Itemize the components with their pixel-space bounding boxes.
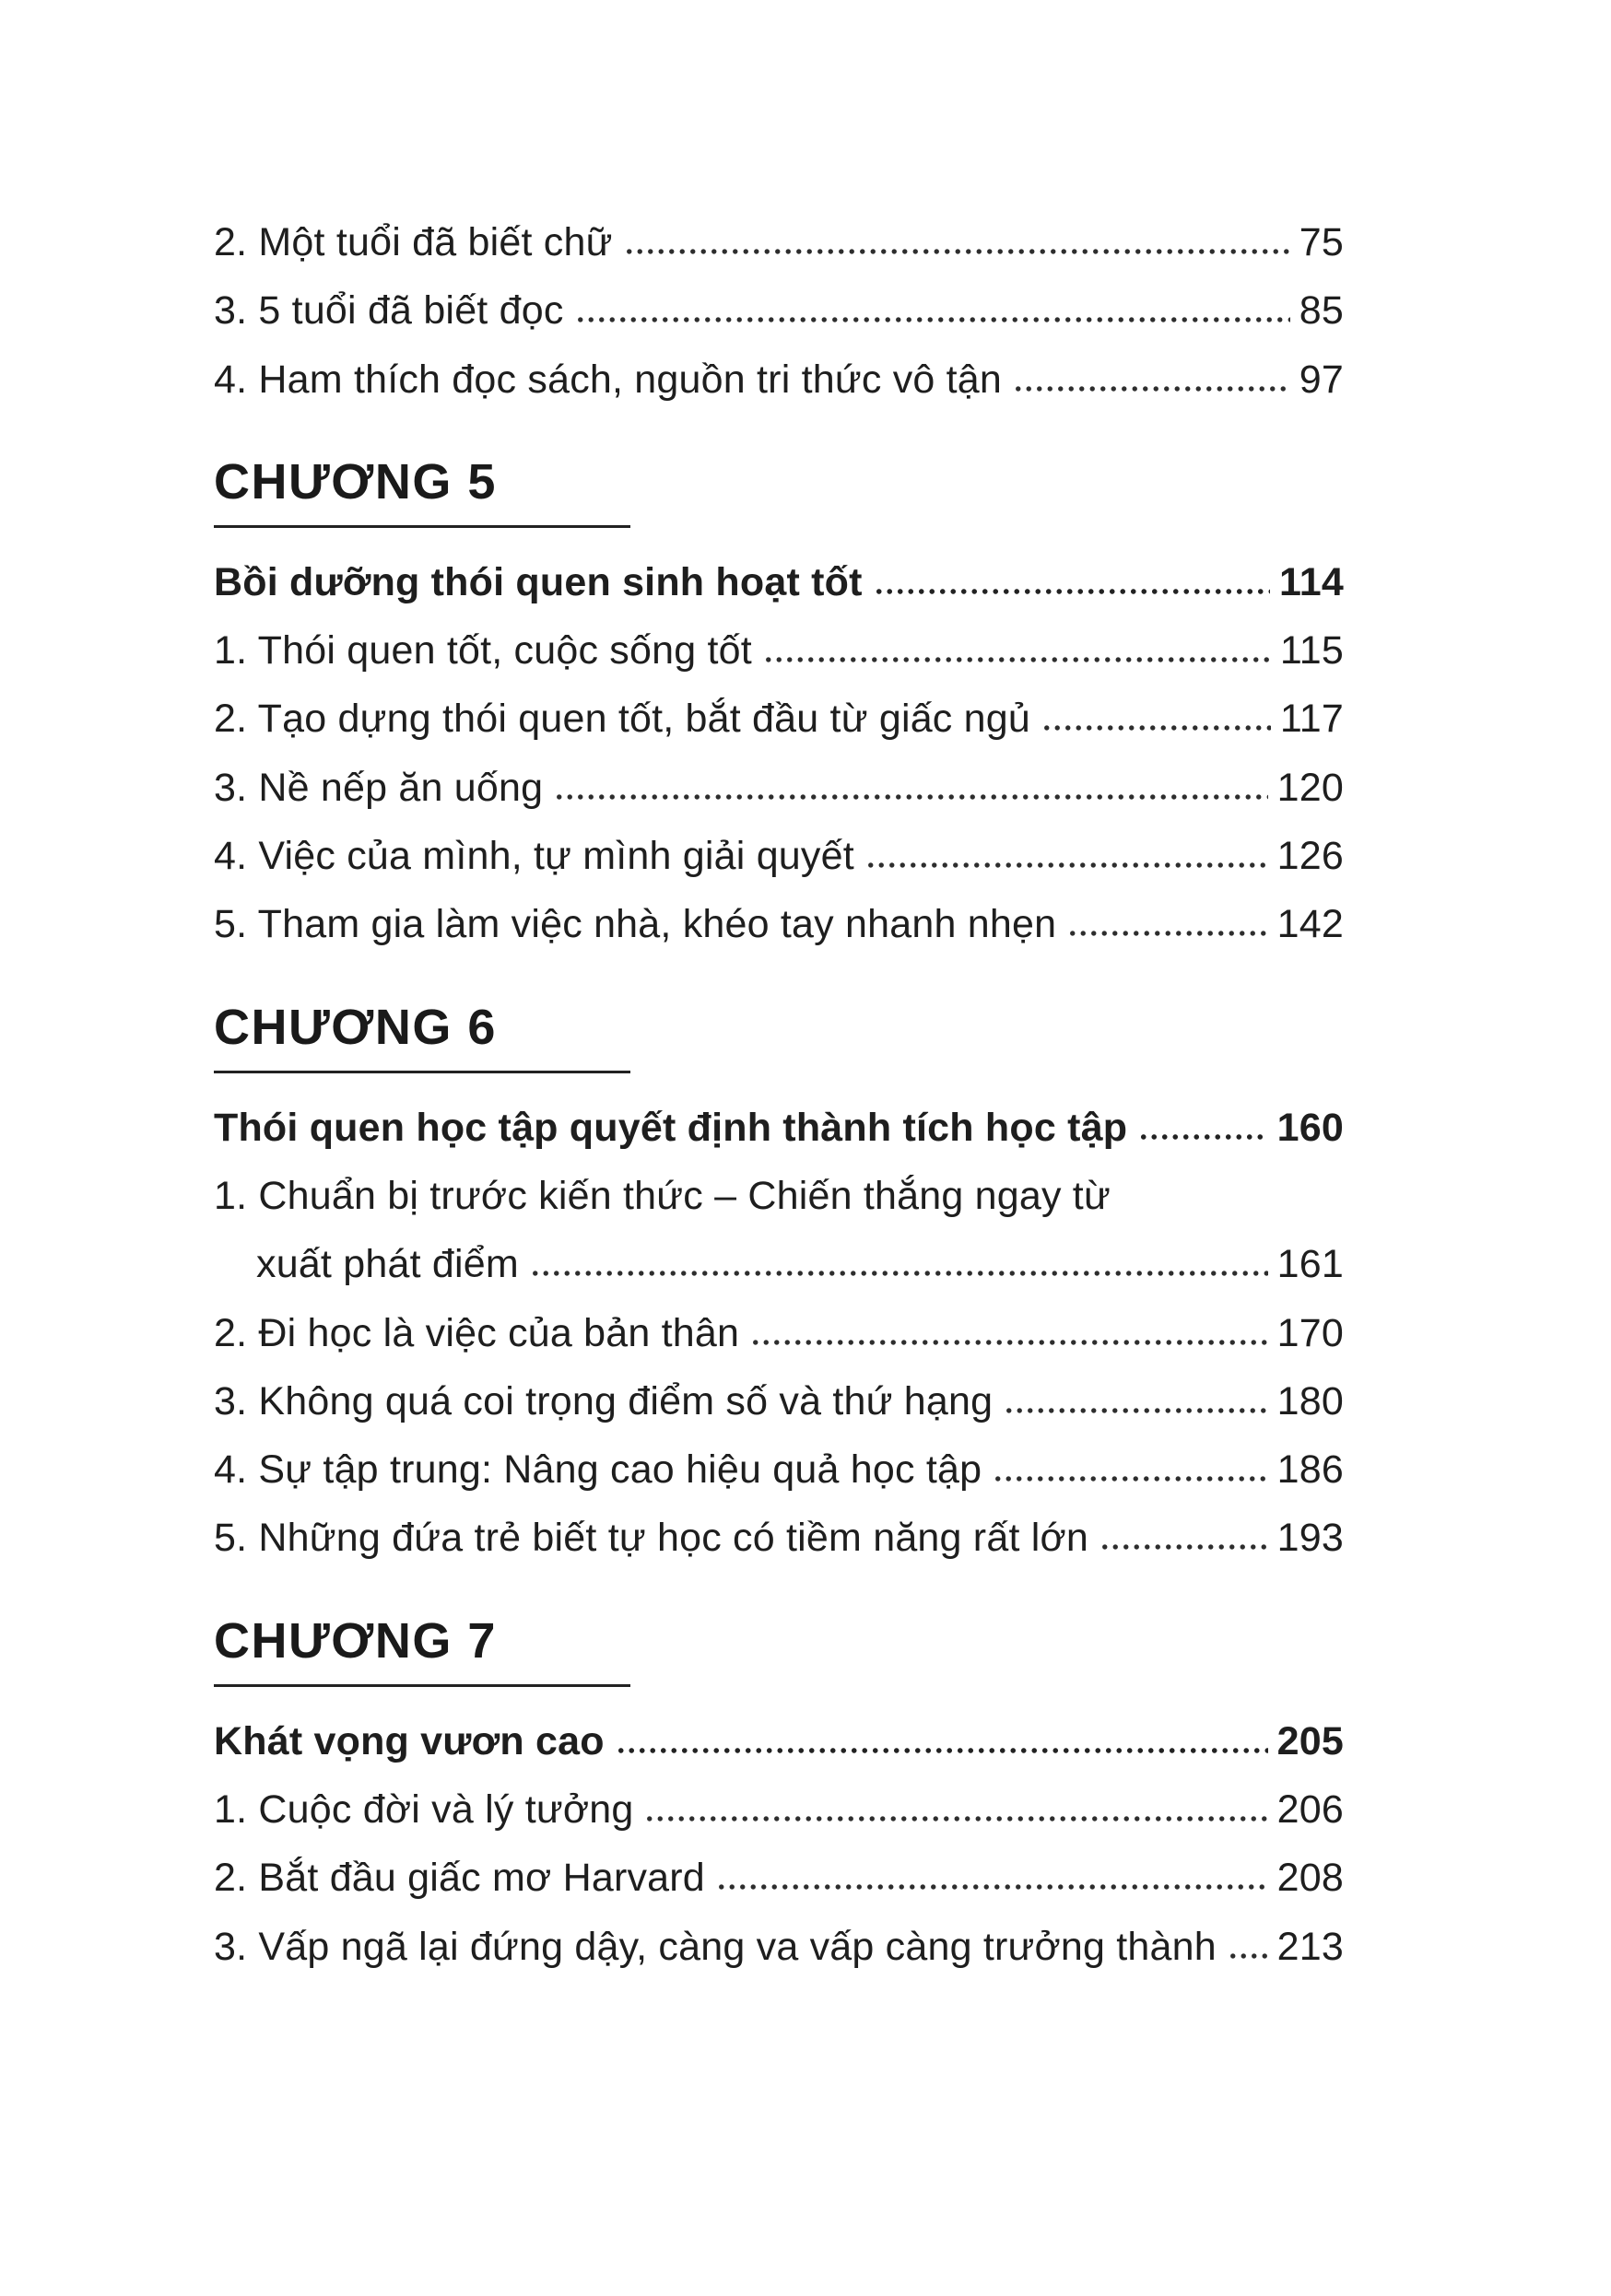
toc-entry [214,1857,1344,1900]
chapter-heading: CHƯƠNG 5 [214,453,630,528]
toc-entry [214,1380,1344,1423]
toc-entry-text: 5. Tham gia làm việc nhà, khéo tay nhanh nhẹn [214,902,1057,947]
dot-leader [1013,385,1290,392]
toc-entry-page: 120 [1276,765,1344,810]
toc-entry [214,1926,1344,1969]
toc-entry-page: 117 [1279,697,1344,742]
chapter-title-row [214,1107,1344,1150]
dot-leader [1228,1952,1268,1960]
toc-entry-text: 1. Chuẩn bị trước kiến thức – Chiến thắng ngay từ [214,1173,1111,1218]
toc-entry-page: 206 [1276,1787,1344,1833]
toc-entry [214,767,1344,810]
toc-entry [214,289,1344,333]
chapter-heading: CHƯƠNG 7 [214,1612,630,1687]
dot-leader [750,1339,1268,1346]
dot-leader [530,1270,1268,1277]
toc-entry-text: 5. Những đứa trẻ biết tự học có tiềm năng rất lớn [214,1516,1088,1561]
toc-entry-text: 2. Một tuổi đã biết chữ [214,220,613,264]
chapter-heading: CHƯƠNG 6 [214,999,630,1073]
chapter-title-row [214,561,1344,604]
dot-leader [716,1883,1268,1891]
toc-entry [214,1517,1344,1560]
toc-entry [214,835,1344,878]
chapter-title-text: Khát vọng vươn cao [214,1718,605,1763]
toc-entry [214,1788,1344,1832]
toc-entry-continuation [214,1243,1344,1286]
toc-entry-page: 161 [1276,1242,1344,1287]
toc-entry-text: 4. Sự tập trung: Nâng cao hiệu quả học tập [214,1447,982,1493]
toc-entry [214,1175,1344,1287]
dot-leader [865,861,1268,869]
toc-entry-page: 142 [1276,902,1344,947]
dot-leader [763,656,1271,663]
dot-leader [554,793,1267,801]
toc-section [214,1612,1344,1969]
toc-entry-page: 75 [1299,220,1344,264]
dot-leader [1067,930,1267,937]
toc-entry [214,358,1344,402]
chapter-title-text: Thói quen học tập quyết định thành tích học tập [214,1105,1128,1150]
chapter-title-page: 205 [1276,1718,1344,1763]
toc-entry-text: xuất phát điểm [256,1242,519,1287]
toc-entry-page: 180 [1276,1378,1344,1423]
toc-entry-text: 2. Đi học là việc của bản thân [214,1310,740,1355]
toc-entry-page: 85 [1299,288,1344,334]
toc-entry-page: 97 [1299,357,1344,402]
chapter-title-page: 160 [1276,1105,1344,1150]
toc-entry-text: 3. Vấp ngã lại đứng dậy, càng va vấp càng trưởng thành [214,1924,1217,1969]
toc-entry-text: 3. 5 tuổi đã biết đọc [214,288,564,334]
toc-section [214,221,1344,402]
toc-entry-text: 1. Thói quen tốt, cuộc sống tốt [214,628,752,674]
toc-section [214,453,1344,947]
toc-entry [214,1448,1344,1492]
toc-entry-text: 3. Nề nếp ăn uống [214,765,544,810]
toc-section [214,999,1344,1561]
dot-leader [624,248,1290,255]
toc-entry [214,221,1344,264]
toc-entry-text: 2. Bắt đầu giấc mơ Harvard [214,1856,705,1901]
toc-entry-page: 193 [1276,1516,1344,1561]
dot-leader [1099,1543,1268,1551]
dot-leader [1004,1407,1267,1414]
toc-entry-text: 2. Tạo dựng thói quen tốt, bắt đầu từ giấc ngủ [214,697,1030,742]
dot-leader [644,1815,1267,1822]
dot-leader [874,588,1270,595]
dot-leader [575,316,1290,323]
toc-entry-page: 115 [1279,628,1344,674]
toc-entry-page: 186 [1276,1447,1344,1493]
dot-leader [1138,1133,1267,1141]
toc-entry [214,1312,1344,1355]
toc-entry-page: 213 [1276,1924,1344,1969]
toc-entry-text: 4. Ham thích đọc sách, nguồn tri thức vô tận [214,357,1003,402]
toc-entry [214,629,1344,673]
chapter-title-page: 114 [1279,559,1344,604]
toc-entry [214,903,1344,946]
toc-entry-text: 1. Cuộc đời và lý tưởng [214,1787,634,1833]
dot-leader [1041,724,1271,732]
toc-entry [214,697,1344,741]
dot-leader [616,1747,1268,1754]
toc-entry-page: 208 [1276,1856,1344,1901]
chapter-title-row [214,1720,1344,1763]
toc-entry-page: 126 [1276,834,1344,879]
toc-entry-text: 4. Việc của mình, tự mình giải quyết [214,834,854,879]
dot-leader [993,1475,1267,1482]
chapter-title-text: Bồi dưỡng thói quen sinh hoạt tốt [214,559,863,604]
toc-entry-page: 170 [1276,1310,1344,1355]
toc-entry-text: 3. Không quá coi trọng điểm số và thứ hạng [214,1378,994,1423]
